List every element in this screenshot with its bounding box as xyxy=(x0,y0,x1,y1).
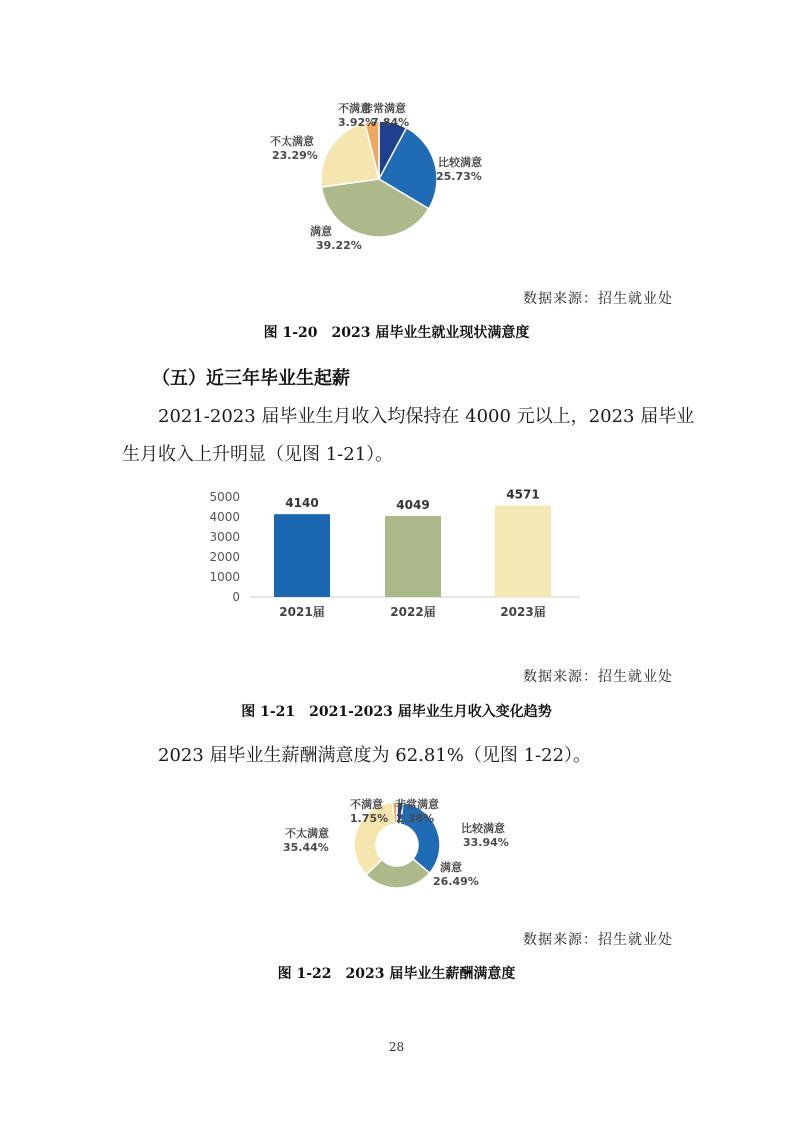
figure-1-20-caption: 图 1-20 2023 届毕业生就业现状满意度 xyxy=(263,325,530,341)
bar-1 xyxy=(385,516,441,597)
donut-chart-salary-satisfaction xyxy=(275,795,535,895)
bar-chart-monthly-income xyxy=(200,482,600,627)
pie2-label-very-satisfied: 非常满意 xyxy=(395,798,439,811)
bar-y-tick-label: 3000 xyxy=(209,530,240,544)
pie-chart-job-satisfaction xyxy=(250,95,540,265)
pie1-label-very-satisfied: 非常满意 xyxy=(362,102,406,115)
bar-y-tick-label: 0 xyxy=(232,590,240,604)
pie1-value-dissatisfied: 3.92% xyxy=(338,116,377,129)
bar-category-label: 2023届 xyxy=(500,605,546,619)
pie1-value-not-very-satisfied: 23.29% xyxy=(272,149,318,162)
pie1-value-very-satisfied: 7.84% xyxy=(371,116,410,129)
pie2-value-very-satisfied: 2.38% xyxy=(396,812,435,825)
pie1-slices xyxy=(321,121,437,237)
bar-marks xyxy=(274,488,551,619)
pie2-label-fairly-satisfied: 比较满意 xyxy=(461,822,505,835)
pie1-label-satisfied: 满意 xyxy=(310,225,332,238)
figure-1-22-caption: 图 1-22 2023 届毕业生薪酬满意度 xyxy=(277,966,516,982)
bar-y-tick-label: 1000 xyxy=(209,570,240,584)
bar-y-tick-label: 2000 xyxy=(209,550,240,564)
bar-category-label: 2022届 xyxy=(390,605,436,619)
figure-1-21-source: 数据来源：招生就业处 xyxy=(523,669,673,685)
pie2-label-dissatisfied: 不满意 xyxy=(350,798,383,811)
bar-y-axis-ticks xyxy=(209,490,240,604)
pie2-value-fairly-satisfied: 33.94% xyxy=(463,836,509,849)
bar-0 xyxy=(274,514,330,597)
pie2-label-not-very-satisfied: 不太满意 xyxy=(285,827,329,840)
paragraph-2: 2023 届毕业生薪酬满意度为 62.81%（见图 1-22）。 xyxy=(158,745,592,766)
figure-1-22-source: 数据来源：招生就业处 xyxy=(523,932,673,948)
paragraph-1-line-2: 生月收入上升明显（见图 1-21）。 xyxy=(122,444,394,465)
figure-1-20-source: 数据来源：招生就业处 xyxy=(523,291,673,307)
pie1-label-dissatisfied: 不满意 xyxy=(338,102,371,115)
paragraph-1-line-1: 2021-2023 届毕业生月收入均保持在 4000 元以上，2023 届毕业 xyxy=(158,406,695,427)
section-heading: （五）近三年毕业生起薪 xyxy=(152,368,350,389)
bar-data-label: 4049 xyxy=(396,498,430,513)
pie2-value-satisfied: 26.49% xyxy=(433,875,479,888)
bar-y-tick-label: 5000 xyxy=(209,490,240,504)
bar-category-label: 2021届 xyxy=(279,605,325,619)
bar-data-label: 4140 xyxy=(285,496,319,511)
pie1-label-not-very-satisfied: 不太满意 xyxy=(270,135,314,148)
pie2-value-not-very-satisfied: 35.44% xyxy=(283,841,329,854)
bar-2 xyxy=(495,506,551,597)
pie1-value-fairly-satisfied: 25.73% xyxy=(436,170,482,183)
pie1-value-satisfied: 39.22% xyxy=(316,239,362,252)
pie1-label-fairly-satisfied: 比较满意 xyxy=(438,156,482,169)
bar-y-tick-label: 4000 xyxy=(209,510,240,524)
page-number: 28 xyxy=(388,1040,405,1054)
figure-1-21-caption: 图 1-21 2021-2023 届毕业生月收入变化趋势 xyxy=(241,704,552,720)
bar-data-label: 4571 xyxy=(506,487,540,502)
pie2-label-satisfied: 满意 xyxy=(440,861,462,874)
pie2-value-dissatisfied: 1.75% xyxy=(350,812,389,825)
